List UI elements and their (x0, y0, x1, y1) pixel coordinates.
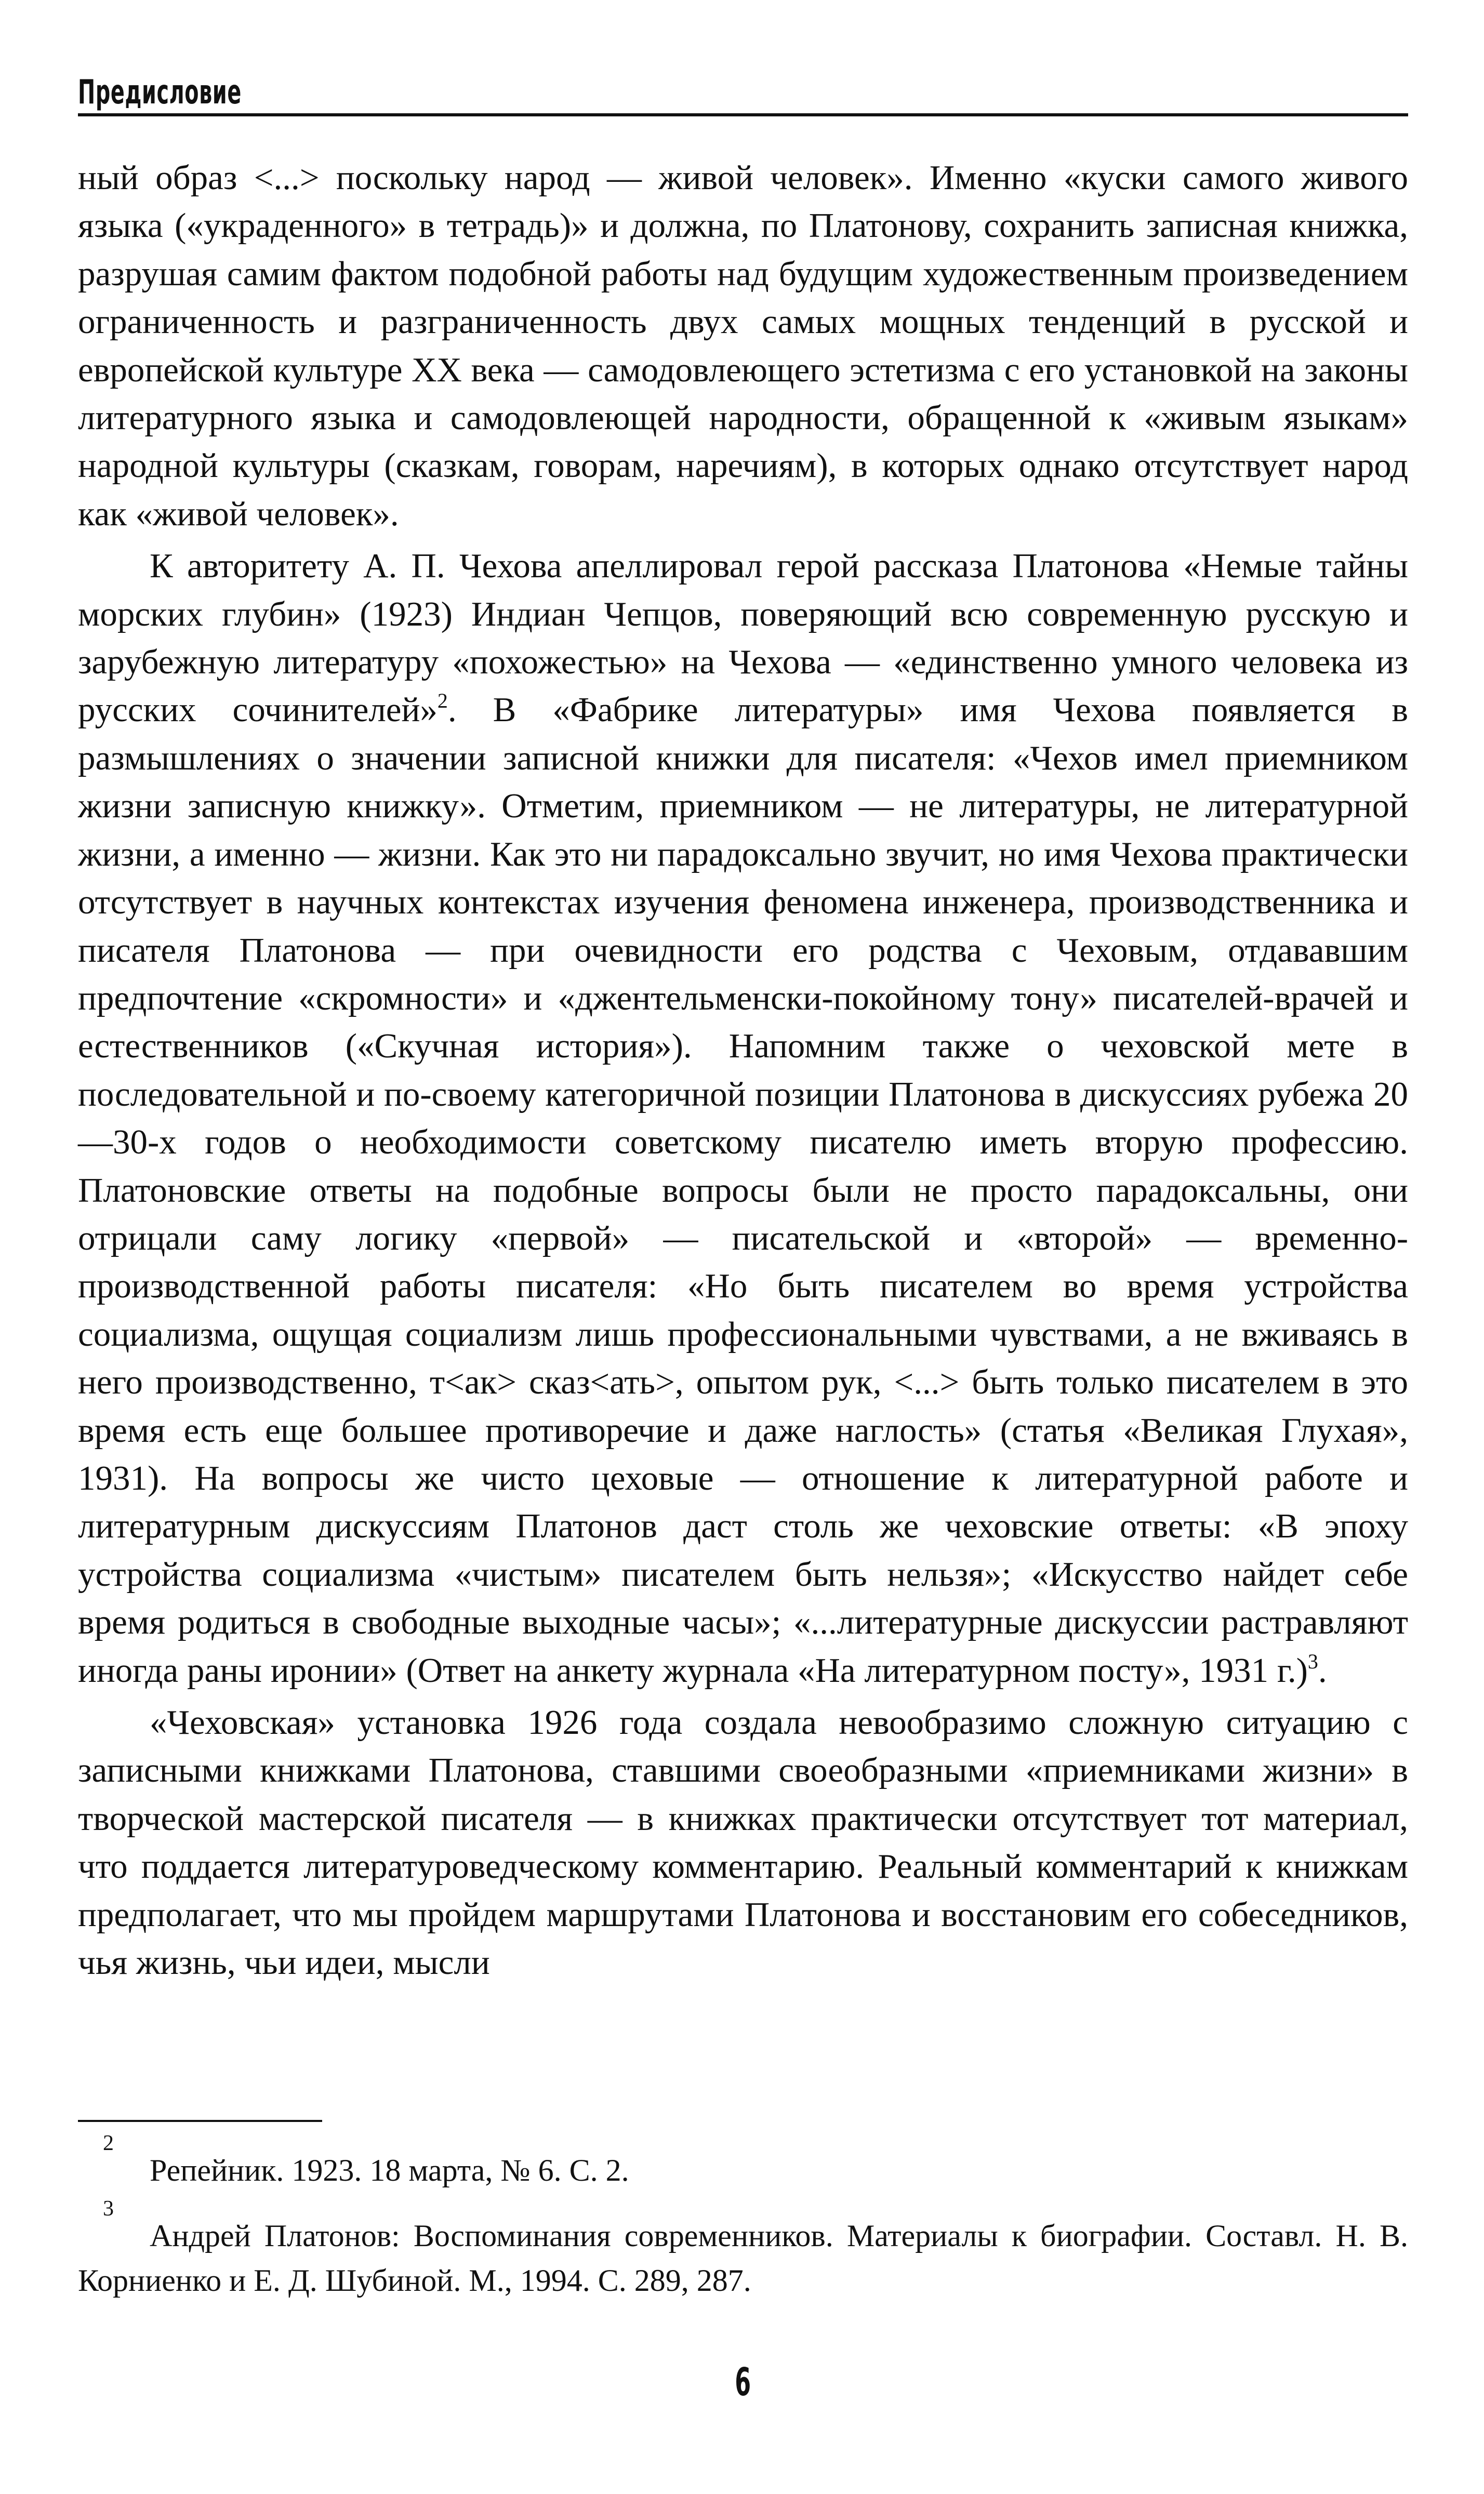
book-page (78, 0, 1408, 2494)
footnote-rule (78, 2120, 322, 2122)
footnotes (78, 2131, 1408, 2324)
paragraph-1: ный образ <...> поскольку народ — живой человек». Именно «куски самого живого языка («украденного» в тетрадь)» и должна, по Платонову, сохранить записная книжка, разрушая самим фактом подобной работы над будущим художественным произведением ограниченность и разграниченность двух самых мощных тенденций в русской и европейской культуре XX века — самодовлеющего эстетизма с его установкой на законы литературного языка и самодовлеющей народности, обращенной к «живым языкам» народной культуры (сказкам, говорам, наречиям), в которых однако отсутствует народ как «живой человек». (78, 158, 1408, 533)
paragraph-2 (78, 542, 1408, 1694)
paragraph-2-part-b: . В «Фабрике литературы» имя Чехова появляется в размышлениях о значении записной книжки для писателя: «Чехов имел приемником жизни записную книжку». Отметим, приемником — не литературы, не литературной жизни, а именно — жизни. Как это ни парадоксально звучит, но имя Чехова практически отсутствует в научных контекстах изучения феномена инженера, производственника и писателя Платонова — при очевидности его родства с Чеховым, отдававшим предпочтение «скромности» и «джентельменски-покойному тону» писателей-врачей и естественников («Скучная история»). Напомним также о чеховской мете в последовательной и по-своему категоричной позиции Платонова в дискуссиях рубежа 20—30-х годов о необходимости советскому писателю иметь вторую профессию. Платоновские ответы на подобные вопросы были не просто парадоксальны, они отрицали саму логику «первой» — писательской и «второй» — временно-производственной работы писателя: «Но быть писателем во время устройства социализма, ощущая социализм лишь профессиональными чувствами, а не вживаясь в него производственно, т<ак> сказ<ать>, опытом рук, <...> быть только писателем в это время есть еще большее противоречие и даже наглость» (статья «Великая Глухая», 1931). На вопросы же чисто цеховые — отношение к литературной работе и литературным дискуссиям Платонов даст столь же чеховские ответы: «В эпоху устройства социализма «чистым» писателем быть нельзя»; «Искусство найдет себе время родиться в свободные выходные часы»; «...литературные дискуссии растравляют иногда раны иронии» (Ответ на анкету журнала «На литературном посту», 1931 г.) (78, 691, 1409, 1690)
paragraph-3: «Чеховская» установка 1926 года создала невообразимо сложную ситуацию с записными книжками Платонова, ставшими своеобразными «приемниками жизни» в творческой мастерской писателя — в книжках практически отсутствует тот материал, что поддается литературоведческому комментарию. Реальный комментарий к книжкам предполагает, что мы пройдем маршрутами Платонова и восстановим его собеседников, чья жизнь, чьи идеи, мысли (78, 1703, 1408, 1982)
paragraph-2-part-c: . (1318, 1651, 1327, 1690)
footnote-ref-2[interactable]: 2 (437, 689, 448, 713)
footnote-number: 3 (103, 2197, 114, 2221)
page-number-value: 6 (735, 2360, 751, 2405)
page-number (78, 2359, 1408, 2406)
footnote-ref-3[interactable]: 3 (1307, 1649, 1318, 1673)
footnote-3 (78, 2197, 1408, 2303)
footnote-text: Андрей Платонов: Воспоминания современников. Материалы к биографии. Составл. Н. В. Корниенко и Е. Д. Шубиной. М., 1994. С. 289, 287. (78, 2219, 1408, 2298)
main-text (78, 154, 1408, 1986)
paragraph-2-part-a: К авторитету А. П. Чехова апеллировал герой рассказа Платонова «Немые тайны морских глубин» (1923) Индиан Чепцов, поверяющий всю современную русскую и зарубежную литературу «похожестью» на Чехова — «единственно умного человека из русских сочинителей» (78, 547, 1408, 729)
footnote-number: 2 (103, 2131, 114, 2155)
running-title: Предисловие (78, 73, 242, 112)
header-rule (78, 113, 1408, 116)
footnote-2 (78, 2131, 1408, 2193)
footnote-text: Репейник. 1923. 18 марта, № 6. С. 2. (150, 2153, 629, 2187)
